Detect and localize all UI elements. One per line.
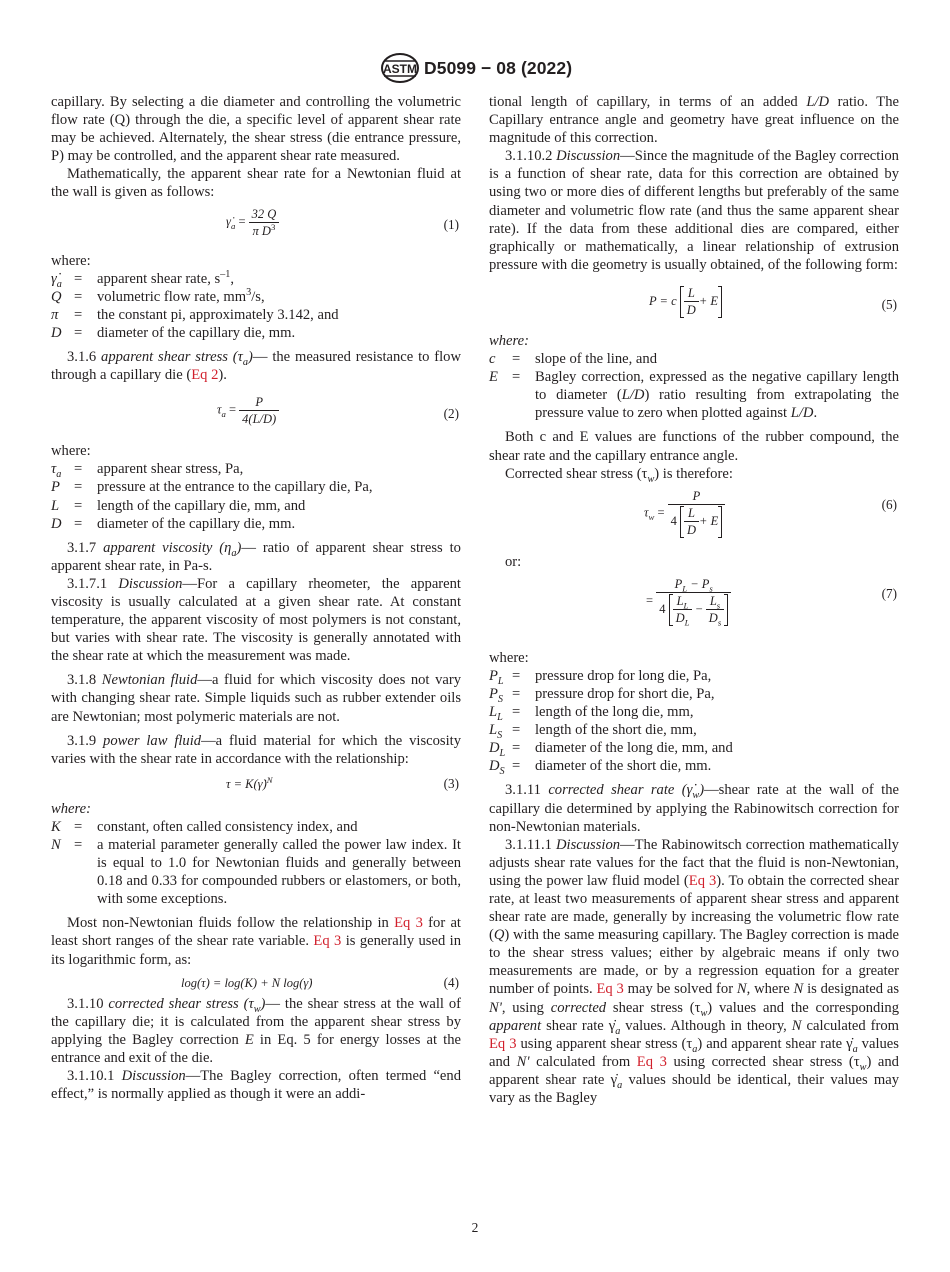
definition-row: $\tau_a$ = apparent shear stress, Pa, <box>51 461 244 481</box>
equation-number: (2) <box>443 406 459 422</box>
paragraph-non-newtonian: Most non-Newtonian fluids follow the relationship in Eq 3 for at least short ranges of the shear rate variable. Eq 3 is generally used in its logarithmic form, as: <box>51 915 461 968</box>
link-eq-2[interactable]: Eq 2 <box>191 367 219 384</box>
definitions-eq2 <box>51 460 373 532</box>
definition-row: D = diameter of the capillary die, mm. <box>51 324 296 341</box>
document-id: D5099 − 08 (2022) <box>424 58 573 78</box>
or-label: or: <box>505 553 522 570</box>
definition-row: $D_L$ = diameter of the long die, mm, and <box>489 740 733 760</box>
definitions-eq3 <box>51 818 461 908</box>
definition-row: N = a material parameter generally called the power law index. It is equal to 1.0 for Newtonian fluids and generally between 0.18 and 0.33 for compounded rubbers or elastomers, or both, with some exceptions. <box>51 837 461 908</box>
definition-row: $P_S$ = pressure drop for short die, Pa, <box>489 685 715 705</box>
definition-row: c = slope of the line, and <box>489 351 657 368</box>
section-3-1-7-1: 3.1.7.1 Discussion—For a capillary rheometer, the apparent viscosity is usually calculated at a given shear rate. At constant temperature, the apparent viscosity of most polymers is not constant, but varies with shear rate. The viscosity is generally annotated with the shear rate at which the measurement was made. <box>51 575 461 665</box>
link-eq-3[interactable]: Eq 3 <box>596 981 624 998</box>
where-label: where: <box>489 332 529 349</box>
section-3-1-6: 3.1.6 apparent shear stress $(\tau_a)—$ the measured resistance to flow through a capillary die (Eq 2). <box>51 349 462 384</box>
section-3-1-7: 3.1.7 apparent viscosity $(\eta_a)—$ ratio of apparent shear stress to apparent shear rate, in Pa-s. <box>51 539 461 574</box>
paragraph-both: Both c and E values are functions of the rubber compound, the shear rate and the capillary entrance angle. <box>489 429 899 464</box>
equation-number: (4) <box>443 974 459 990</box>
where-label: where: <box>51 252 91 269</box>
definition-row: L = length of the capillary die, mm, and <box>51 497 306 514</box>
paragraph-corrected: Corrected shear stress $(\tau_w)$ is therefore: <box>505 465 733 485</box>
equation-number: (7) <box>881 585 897 601</box>
definition-row: $L_L$ = length of the long die, mm, <box>489 704 694 723</box>
equation-1: $\gammȧ_a$ = $\frac{32 Q}{\pi D^3}$ (1) <box>226 206 459 238</box>
where-label: where: <box>51 800 91 817</box>
section-3-1-11: 3.1.11 corrected shear rate $(\gammȧ_w)—shear$ rate at the wall of the capillary die determined by applying the Rabinowitsch correction for non-Newtonian materials. <box>489 782 899 835</box>
definition-row: D = diameter of the capillary die, mm. <box>51 515 296 532</box>
section-3-1-8: 3.1.8 Newtonian fluid—a fluid for which viscosity does not vary with changing shear rate. Simple liquids such as rubber extender oils are Newtonian; most polymeric materials are not. <box>51 672 462 725</box>
definition-row: Q = volumetric flow rate, $mm^3/s$, <box>51 286 265 305</box>
definitions-eq7 <box>489 667 733 776</box>
link-eq-3[interactable]: Eq 3 <box>394 915 423 932</box>
equation-number: (5) <box>881 296 897 312</box>
definitions-eq1 <box>51 270 339 342</box>
equation-7: = $P_L - P_s$ 4 $\frac{L_L}{D_L}$ − $\frac{L_s}{D_s}$ (7) <box>646 576 897 628</box>
section-3-1-9: 3.1.9 power law fluid—a fluid material for which the viscosity varies with the shear rate in accordance with the relationship: <box>51 732 462 767</box>
definition-row: $P_L$ = pressure drop for long die, Pa, <box>489 667 712 687</box>
definitions-eq5 <box>489 350 899 422</box>
equation-number: (3) <box>443 775 459 791</box>
link-eq-3[interactable]: Eq 3 <box>489 1035 517 1052</box>
astm-logo-text: ASTM <box>383 62 417 76</box>
left-column <box>51 93 461 1103</box>
page-header <box>0 57 950 83</box>
equation-5: P = c $\frac{L}{D}$ + E (5) <box>649 286 897 318</box>
link-eq-3[interactable]: Eq 3 <box>636 1053 667 1070</box>
equation-2: $\tau_a$ = $\frac{P}{4(L/D)}$ (2) <box>217 395 459 427</box>
equation-4: log(τ) = log(K) + N log(γ̇) (4) <box>51 969 461 995</box>
equation-6: $\tau_w$ = P 4 $\frac{L}{D}$ + E (6) <box>644 488 897 538</box>
definition-row: P = pressure at the entrance to the capillary die, Pa, <box>51 479 373 496</box>
astm-logo-icon <box>380 52 420 84</box>
equation-number: (1) <box>443 216 459 232</box>
definition-row: π = the constant pi, approximately 3.142, and <box>51 306 339 323</box>
definition-row: E = Bagley correction, expressed as the negative capillary length to diameter (L/D) ratio resulting from extrapolating the pressure value to zero when plotted against L/D. <box>489 369 899 422</box>
paragraph-capillary: capillary. By selecting a die diameter and controlling the volumetric flow rate (Q) through the die, a specific level of apparent shear rate may be achieved. Alternately, the shear stress (die entrance pressure, P) may be controlled, and the apparent shear rate measured. <box>51 94 461 165</box>
paragraph-continued: tional length of capillary, in terms of an added L/D ratio. The Capillary entrance angle and geometry have great influence on the magnitude of this correction. <box>489 94 899 147</box>
right-column <box>489 93 899 1107</box>
where-label: where: <box>51 443 91 460</box>
section-3-1-11-1: 3.1.11.1 Discussion—The Rabinowitsch correction mathematically adjusts shear rate values for the fact that the fluid is non-Newtonian, using the power law fluid model (Eq 3). To obtain the corrected shear rate, at least two measurements of apparent shear stress and apparent shear rate are made, generally by increasing the volumetric flow rate (Q) with the same measuring capillary. The Bagley correction is made to the shear stress values; either by algebraic means if only two measurements are made, or by a regression equation for a greater number of points. Eq 3 may be solved for N, where N is designated as N', using corrected shear stress $(\tau_w)$ values and the corresponding apparent shear rate $\gammȧ_a$ values. Although in theory, N calculated from Eq 3 using apparent shear stress $(\tau_a)$ and apparent shear rate $\gammȧ_a$ values and N' calculated from Eq 3 using corrected shear stress $(\tau_w)$ and apparent shear rate $\gammȧ_a$ values should be identical, their values may vary as the Bagley <box>489 836 900 1107</box>
section-3-1-10-2: 3.1.10.2 Discussion—Since the magnitude of the Bagley correction is a function of shear rate, data for this correction are obtained by using two or more dies of different lengths but preferably of the same diameter and volumetric flow rate (and thus the same apparent shear rate). If the data from these additional dies are compared, either graphically or mathematically, a linear relationship of extrusion pressure with die geometry is usually obtained, of the following form: <box>489 148 899 273</box>
section-3-1-10: 3.1.10 corrected shear stress $(\tau_w)—$ the shear stress at the wall of the capillary die; it is calculated from the apparent shear stress by applying the Bagley correction E in Eq. 5 for energy losses at the entrance and exit of the die. <box>51 995 462 1066</box>
definition-row: $D_S$ = diameter of the short die, mm. <box>489 758 712 778</box>
definition-row: $\gammȧ_a$ = apparent shear rate, $s^{-1}$, <box>51 268 235 290</box>
where-label: where: <box>489 649 529 666</box>
section-3-1-10-1: 3.1.10.1 Discussion—The Bagley correction, often termed “end effect,” is normally applied as though it were an addi- <box>51 1068 461 1103</box>
definition-row: $L_S$ = length of the short die, mm, <box>489 722 697 742</box>
link-eq-3[interactable]: Eq 3 <box>313 933 342 950</box>
equation-number: (6) <box>881 496 897 512</box>
equation-3: τ = K(γ̇)$^N$ (3) <box>51 768 461 800</box>
paragraph-mathematically: Mathematically, the apparent shear rate for a Newtonian fluid at the wall is given as follows: <box>51 166 461 201</box>
page-number: 2 <box>471 1220 479 1235</box>
link-eq-3[interactable]: Eq 3 <box>688 872 717 889</box>
definition-row: K = constant, often called consistency index, and <box>51 818 358 835</box>
